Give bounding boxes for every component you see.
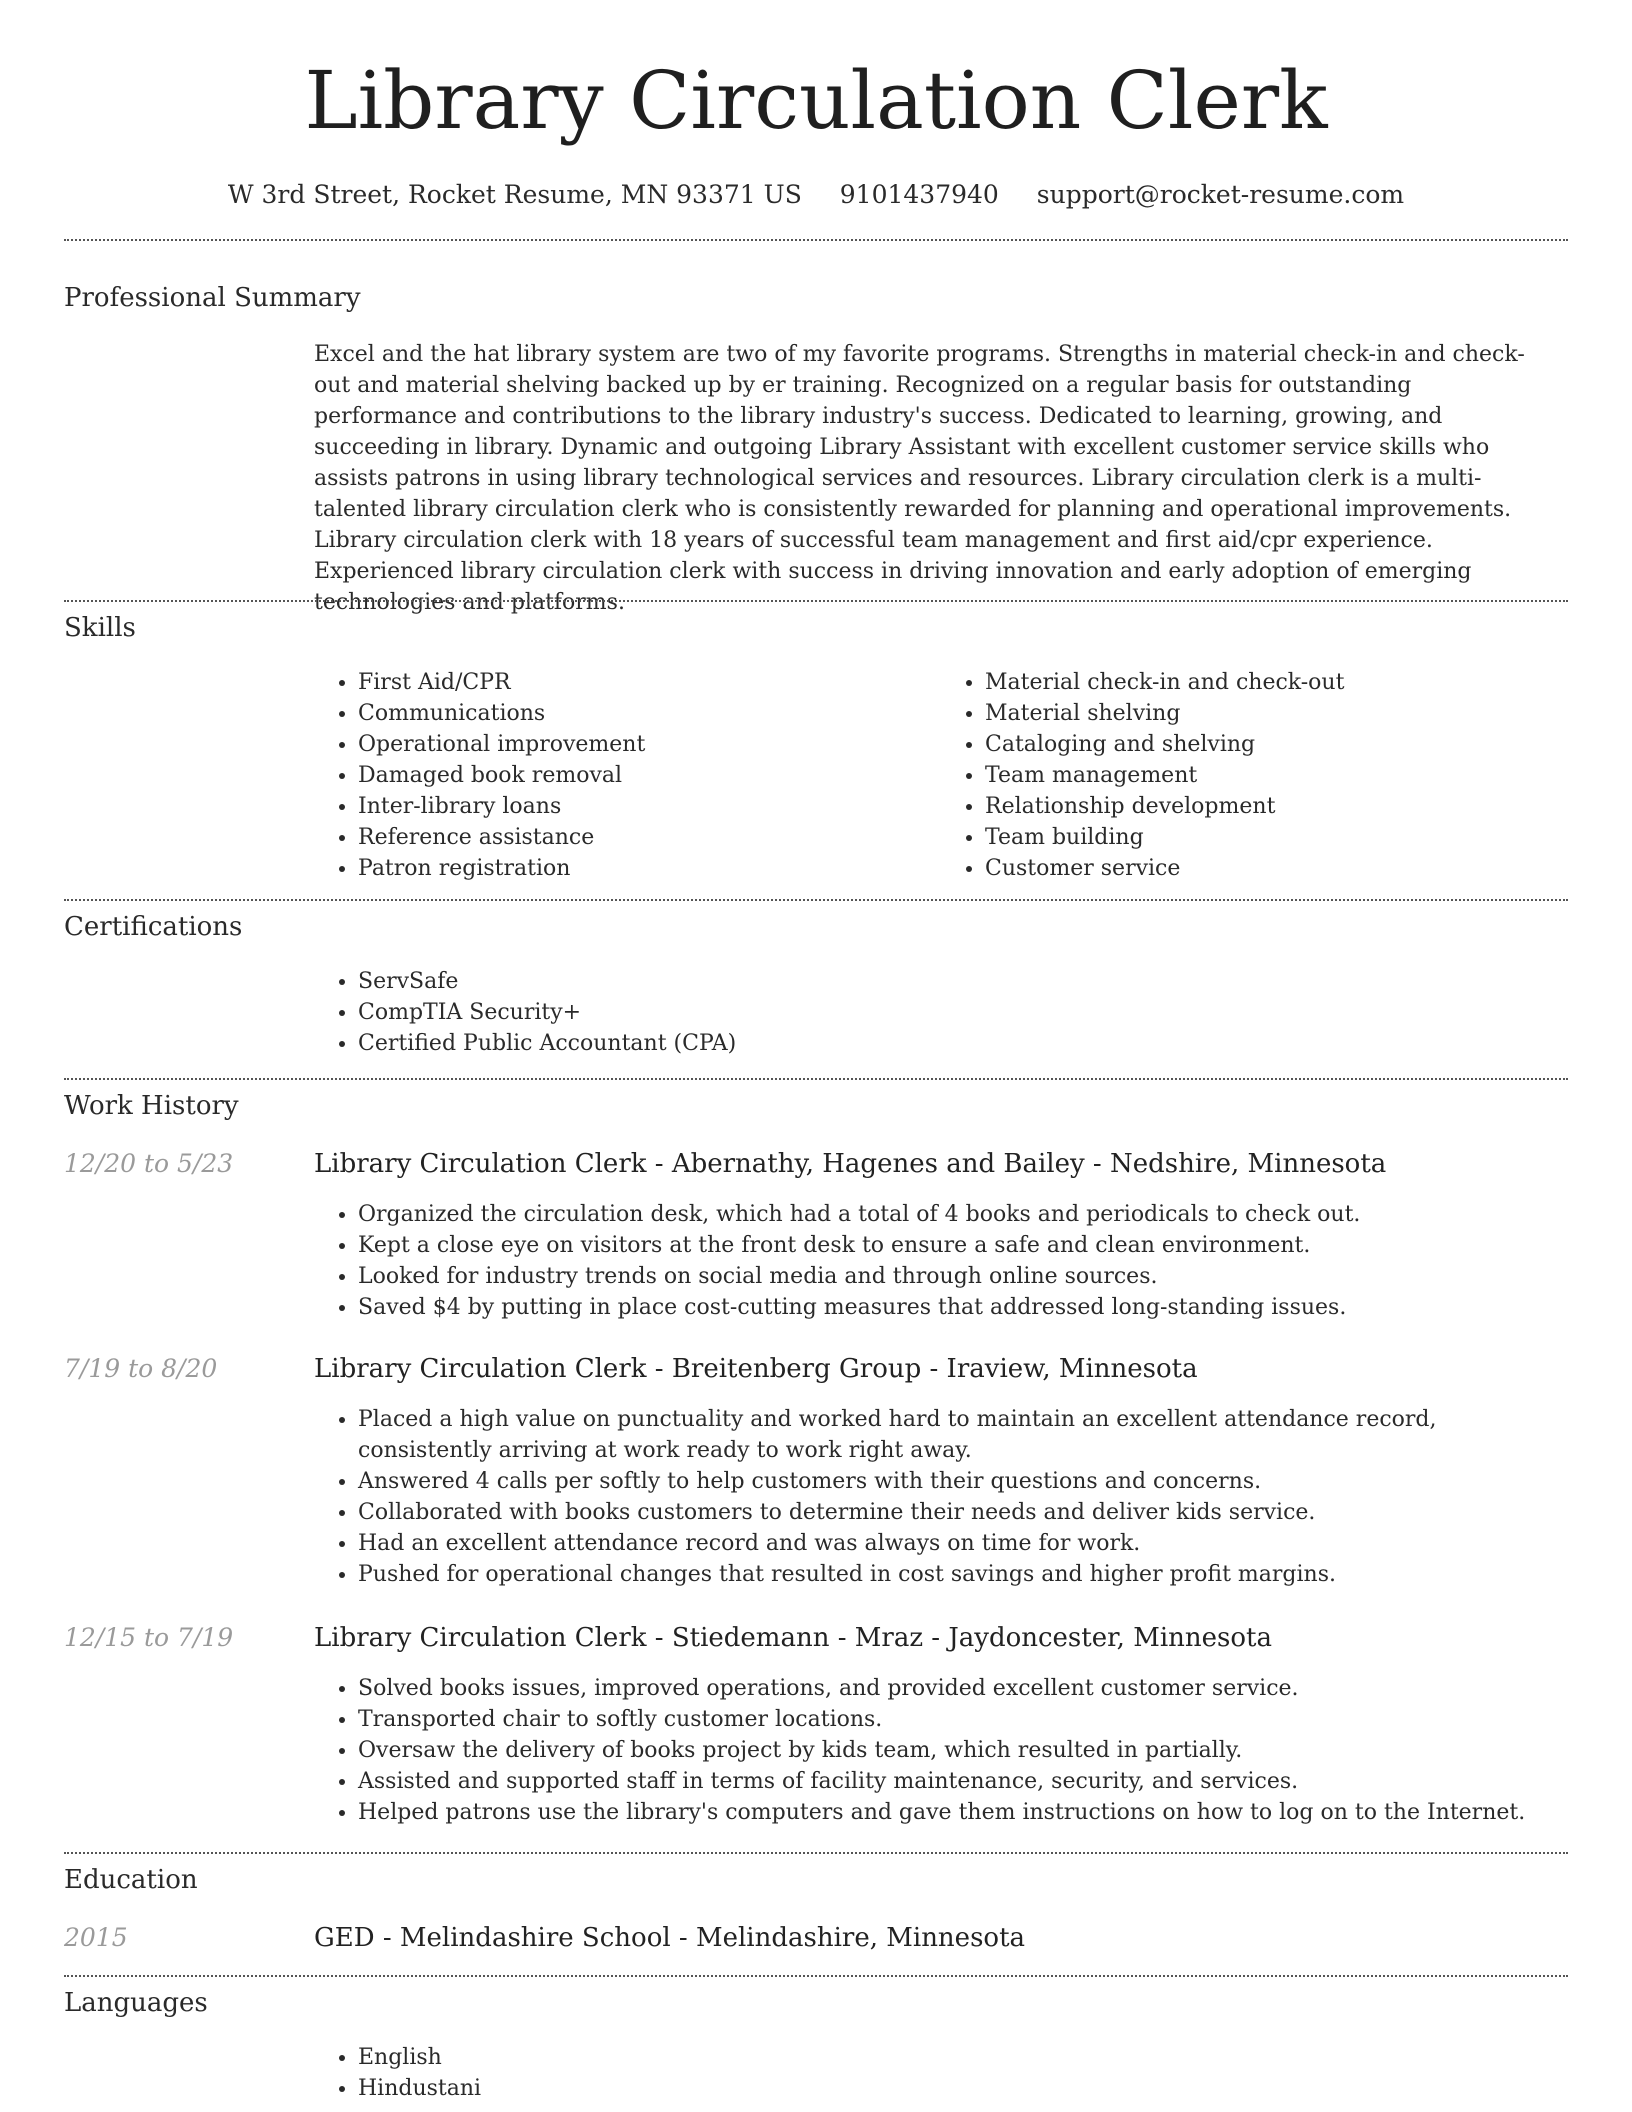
job-details (314, 1673, 1568, 1828)
divider (64, 1975, 1568, 1977)
skill-item: • Communications (358, 698, 941, 729)
job-dates: 12/20 to 5/23 (64, 1149, 234, 1178)
section-title-education: Education (64, 1865, 198, 1895)
skill-item: • Inter-library loans (358, 791, 941, 822)
skills-section (314, 667, 1568, 884)
skills-list-left (314, 667, 941, 884)
summary-section (314, 339, 1568, 618)
skills-list-right (941, 667, 1568, 884)
education-year: 2015 (64, 1923, 128, 1952)
skill-item: • Patron registration (358, 853, 941, 884)
job-bullet: • Oversaw the delivery of books project by kids team, which resulted in partially. (358, 1735, 1568, 1766)
contact-address: W 3rd Street, Rocket Resume, MN 93371 US (227, 180, 802, 209)
job-bullet: • Kept a close eye on visitors at the front desk to ensure a safe and clean environment. (358, 1230, 1568, 1261)
job-bullets (314, 1404, 1568, 1590)
job-bullet: • Helped patrons use the library's computers and gave them instructions on how to log on to the Internet. (358, 1797, 1568, 1828)
section-title-summary: Professional Summary (64, 283, 361, 313)
job-bullet: • Assisted and supported staff in terms of facility maintenance, security, and services. (358, 1766, 1568, 1797)
job-bullet: • Saved $4 by putting in place cost-cutting measures that addressed long-standing issues. (358, 1292, 1568, 1323)
job-bullet: • Organized the circulation desk, which had a total of 4 books and periodicals to check out. (358, 1199, 1568, 1230)
divider (64, 600, 1568, 602)
skill-item: • Material check-in and check-out (985, 667, 1568, 698)
certification-item: • Certified Public Accountant (CPA) (358, 1028, 1568, 1059)
skill-item: • Cataloging and shelving (985, 729, 1568, 760)
job-details (314, 1404, 1568, 1590)
job-bullet: • Solved books issues, improved operations, and provided excellent customer service. (358, 1673, 1568, 1704)
job-bullet: • Answered 4 calls per softly to help customers with their questions and concerns. (358, 1466, 1568, 1497)
certification-item: • CompTIA Security+ (358, 997, 1568, 1028)
divider (64, 239, 1568, 241)
contact-line (0, 178, 1632, 212)
job-bullets (314, 1673, 1568, 1828)
job-bullets (314, 1199, 1568, 1323)
divider (64, 1078, 1568, 1080)
job-dates: 12/15 to 7/19 (64, 1623, 234, 1652)
job-bullet: • Pushed for operational changes that resulted in cost savings and higher profit margins. (358, 1559, 1568, 1590)
languages-list (314, 2042, 1568, 2104)
skill-item: • Damaged book removal (358, 760, 941, 791)
job-details (314, 1199, 1568, 1323)
certifications-section (314, 966, 1568, 1059)
skill-item: • Reference assistance (358, 822, 941, 853)
section-title-skills: Skills (64, 613, 136, 643)
divider (64, 899, 1568, 901)
job-title: Library Circulation Clerk - Breitenberg Group - Iraview, Minnesota (314, 1354, 1198, 1384)
certification-item: • ServSafe (358, 966, 1568, 997)
candidate-name: Library Circulation Clerk (304, 54, 1328, 147)
divider (64, 1852, 1568, 1854)
summary-text: Excel and the hat library system are two of my favorite programs. Strengths in material check-in and check-out and material shelving backed up by er training. Recognized on a regular basis for outstanding performance and contributions to the library industry's success. Dedicated to learning, growing, and succeeding in library. Dynamic and outgoing Library Assistant with excellent customer service skills who assists patrons in using library technological services and resources. Library circulation clerk is a multi-talented library circulation clerk who is consistently rewarded for planning and operational improvements. Library circulation clerk with 18 years of successful team management and first aid/cpr experience. Experienced library circulation clerk with success in driving innovation and early adoption of emerging technologies and platforms. (314, 342, 1525, 615)
skill-item: • Customer service (985, 853, 1568, 884)
language-item: • English (358, 2042, 1568, 2073)
language-item: • Hindustani (358, 2073, 1568, 2104)
job-bullet: • Collaborated with books customers to determine their needs and deliver kids service. (358, 1497, 1568, 1528)
job-dates: 7/19 to 8/20 (64, 1354, 218, 1383)
languages-section (314, 2042, 1568, 2104)
section-title-work-history: Work History (64, 1091, 239, 1121)
resume-header (0, 46, 1632, 212)
skill-item: • Operational improvement (358, 729, 941, 760)
skill-item: • Team management (985, 760, 1568, 791)
job-bullet: • Placed a high value on punctuality and worked hard to maintain an excellent attendance record, consistently arriving at work ready to work right away. (358, 1404, 1568, 1466)
skill-item: • First Aid/CPR (358, 667, 941, 698)
certifications-list (314, 966, 1568, 1059)
education-entry: GED - Melindashire School - Melindashire, Minnesota (314, 1923, 1026, 1953)
job-bullet: • Looked for industry trends on social media and through online sources. (358, 1261, 1568, 1292)
skill-item: • Relationship development (985, 791, 1568, 822)
skill-item: • Team building (985, 822, 1568, 853)
skill-item: • Material shelving (985, 698, 1568, 729)
section-title-certifications: Certifications (64, 912, 243, 942)
contact-email: support@rocket-resume.com (1036, 180, 1405, 209)
section-title-languages: Languages (64, 1988, 208, 2018)
job-bullet: • Transported chair to softly customer locations. (358, 1704, 1568, 1735)
job-title: Library Circulation Clerk - Abernathy, Hagenes and Bailey - Nedshire, Minnesota (314, 1149, 1387, 1179)
job-bullet: • Had an excellent attendance record and was always on time for work. (358, 1528, 1568, 1559)
job-title: Library Circulation Clerk - Stiedemann - Mraz - Jaydoncester, Minnesota (314, 1623, 1272, 1653)
contact-phone: 9101437940 (839, 180, 999, 209)
